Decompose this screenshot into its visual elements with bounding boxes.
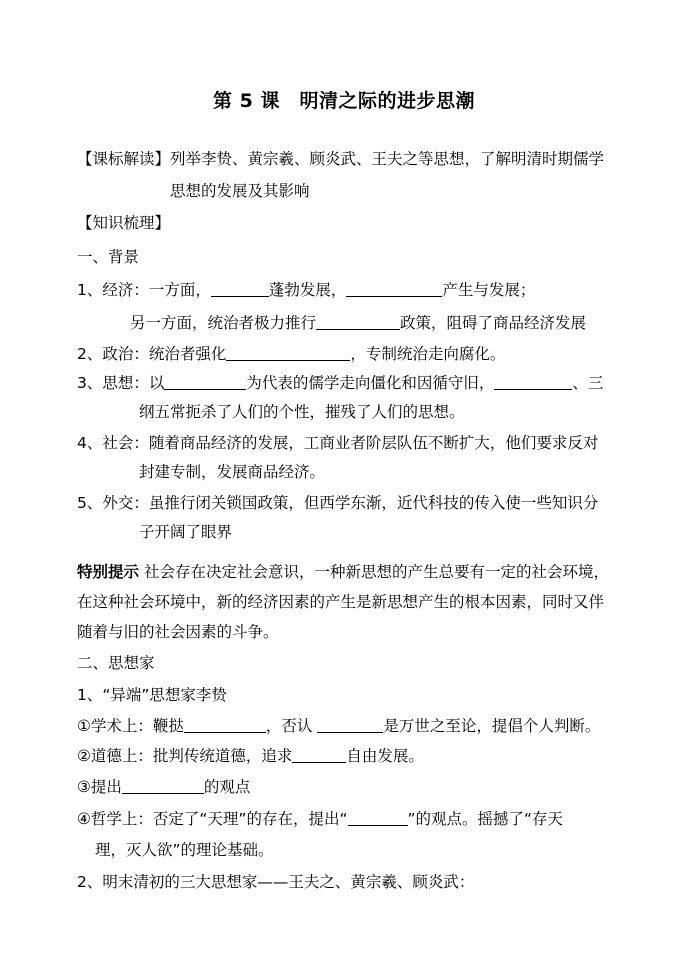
- answer-blank[interactable]: [348, 809, 408, 826]
- knowledge-label: 【知识梳理】: [77, 214, 171, 232]
- item1-prefix: ①学术上：鞭挞: [77, 717, 184, 735]
- section-heading-thinkers: 二、思想家: [77, 654, 155, 672]
- economy-line-2: [130, 312, 586, 334]
- item4-prefix: ④哲学上：否定了“天理”的存在，提出“: [77, 810, 348, 828]
- item3-prefix: ③提出: [77, 778, 122, 796]
- society-line-1: 4、社会：随着商品经济的发展，工商业者阶层队伍不断扩大，他们要求反对: [77, 434, 599, 452]
- answer-blank[interactable]: [494, 373, 572, 390]
- answer-blank[interactable]: [316, 313, 400, 330]
- item-morality: [77, 745, 424, 767]
- item-philosophy: [77, 808, 563, 830]
- politics-end: ，专制统治走向腐化。: [350, 345, 506, 363]
- diplomacy-line-2: 子开阔了眼界: [139, 523, 233, 541]
- politics-line: [77, 343, 505, 365]
- answer-blank[interactable]: [184, 716, 266, 733]
- curriculum-label: 【课标解读】: [77, 150, 171, 168]
- section-heading-background: 一、背景: [77, 248, 140, 266]
- curriculum-line-1: [77, 148, 604, 170]
- item-philosophy-line-2: 理，灭人欲”的理论基础。: [95, 841, 274, 859]
- tip-line-1: [77, 561, 609, 583]
- tip-line-3: 随着与旧的社会因素的斗争。: [77, 623, 279, 641]
- item2-end: 自由发展。: [346, 747, 424, 765]
- economy-mid: 蓬勃发展，: [268, 281, 347, 299]
- page-title: 第 5 课 明清之际的进步思潮: [213, 90, 475, 112]
- thinker-subheading-2: 2、明末清初的三大思想家——王夫之、黄宗羲、顾炎武：: [77, 873, 475, 891]
- economy-line2-end: 政策，阻碍了商品经济发展: [400, 314, 587, 332]
- item4-end: ”的观点。摇撼了“存天: [407, 810, 564, 828]
- economy-prefix: 1、经济：一方面，: [77, 281, 211, 299]
- item2-prefix: ②道德上：批判传统道德，追求: [77, 747, 293, 765]
- thought-mid: 为代表的儒学走向僵化和因循守旧，: [246, 374, 495, 392]
- society-line-2: 封建专制，发展商品经济。: [139, 463, 326, 481]
- answer-blank[interactable]: [317, 716, 383, 733]
- answer-blank[interactable]: [211, 280, 269, 297]
- thought-prefix: 3、思想：以: [77, 374, 165, 392]
- thought-line-2: 纲五常扼杀了人们的个性，摧残了人们的思想。: [139, 403, 465, 421]
- economy-line2-prefix: 另一方面，统治者极力推行: [130, 314, 317, 332]
- item-academic: [77, 715, 600, 737]
- item3-end: 的观点: [203, 778, 251, 796]
- tip-text-1: 社会存在决定社会意识，一种新思想的产生总要有一定的社会环境，: [143, 563, 609, 581]
- answer-blank[interactable]: [346, 280, 442, 297]
- answer-blank[interactable]: [164, 373, 246, 390]
- diplomacy-line-1: 5、外交：虽推行闭关锁国政策，但西学东渐，近代科技的传入使一些知识分: [77, 494, 599, 512]
- tip-line-2: 在这种社会环境中，新的经济因素的产生是新思想产生的根本因素，同时又伴: [77, 593, 605, 611]
- item1-end: 是万世之至论，提倡个人判断。: [383, 717, 601, 735]
- economy-end: 产生与发展；: [442, 281, 536, 299]
- thought-end: 、三: [572, 374, 604, 392]
- answer-blank[interactable]: [122, 777, 204, 794]
- thinker-subheading-1: 1、“异端”思想家李贽: [77, 686, 227, 704]
- curriculum-text-1: 列举李贽、黄宗羲、顾炎武、王夫之等思想，了解明清时期儒学: [170, 150, 605, 168]
- curriculum-line-2: 思想的发展及其影响: [170, 182, 310, 200]
- politics-prefix: 2、政治：统治者强化: [77, 345, 227, 363]
- item-proposal: [77, 776, 250, 798]
- item1-mid: ，否认: [265, 717, 318, 735]
- economy-line-1: [77, 279, 535, 301]
- tip-label: 特别提示: [77, 563, 140, 581]
- answer-blank[interactable]: [292, 746, 346, 763]
- thought-line-1: [77, 372, 603, 394]
- answer-blank[interactable]: [226, 344, 350, 361]
